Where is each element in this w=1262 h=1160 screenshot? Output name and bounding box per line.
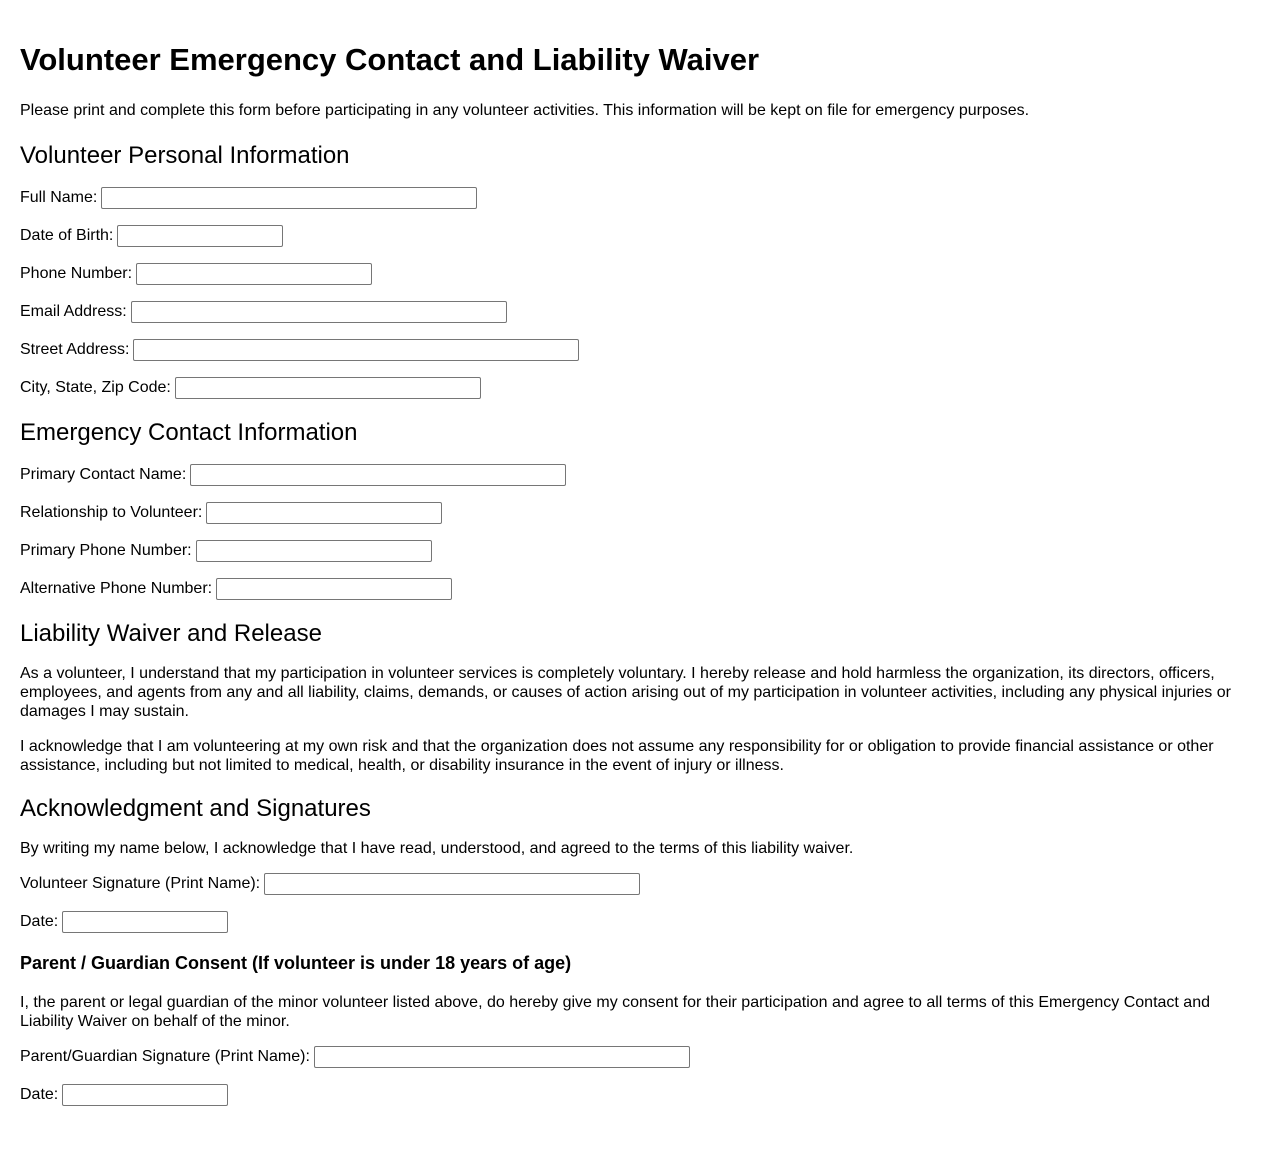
full-name-label: Full Name: <box>20 189 98 206</box>
guardian-heading: Parent / Guardian Consent (If volunteer is under 18 years of age) <box>20 953 572 973</box>
volunteer-date-label: Date: <box>20 913 59 930</box>
personal-info-heading: Volunteer Personal Information <box>20 142 350 169</box>
street-row <box>20 339 1242 361</box>
alt-phone-row <box>20 578 1242 600</box>
full-name-row <box>20 187 1242 209</box>
relationship-field[interactable] <box>206 502 442 524</box>
guardian-date-row <box>20 1084 1242 1106</box>
guardian-consent-text: I, the parent or legal guardian of the minor volunteer listed above, do hereby give my consent for their participation and agree to all terms of this Emergency Contact and Liability Waiver on behalf of the minor. <box>20 994 1210 1030</box>
acknowledgment-heading: Acknowledgment and Signatures <box>20 795 371 822</box>
dob-row <box>20 225 1242 247</box>
dob-field[interactable] <box>117 225 283 247</box>
primary-phone-row <box>20 540 1242 562</box>
email-field[interactable] <box>131 301 507 323</box>
dob-label: Date of Birth: <box>20 227 114 244</box>
primary-contact-row <box>20 464 1242 486</box>
city-label: City, State, Zip Code: <box>20 379 171 396</box>
volunteer-date-field[interactable] <box>62 911 228 933</box>
volunteer-signature-field[interactable] <box>264 873 640 895</box>
guardian-signature-field[interactable] <box>314 1046 690 1068</box>
street-field[interactable] <box>133 339 579 361</box>
full-name-field[interactable] <box>101 187 477 209</box>
city-state-zip-field[interactable] <box>175 377 481 399</box>
phone-field[interactable] <box>136 263 372 285</box>
relationship-row <box>20 502 1242 524</box>
page-title: Volunteer Emergency Contact and Liability Waiver <box>20 42 760 77</box>
volunteer-signature-row <box>20 873 1242 895</box>
volunteer-date-row <box>20 911 1242 933</box>
street-label: Street Address: <box>20 341 130 358</box>
email-row <box>20 301 1242 323</box>
phone-label: Phone Number: <box>20 265 133 282</box>
primary-phone-label: Primary Phone Number: <box>20 542 192 559</box>
primary-phone-field[interactable] <box>196 540 432 562</box>
alt-phone-label: Alternative Phone Number: <box>20 580 213 597</box>
waiver-paragraph-1: As a volunteer, I understand that my participation in volunteer services is completely voluntary. I hereby release and hold harmless the organization, its directors, officers, employees, and agents from any and all liability, claims, demands, or causes of action arising out of my participation in volunteer activities, including any physical injuries or damages I may sustain. <box>20 665 1231 720</box>
acknowledgment-text: By writing my name below, I acknowledge that I have read, understood, and agreed to the terms of this liability waiver. <box>20 840 854 857</box>
relationship-label: Relationship to Volunteer: <box>20 504 203 521</box>
city-row <box>20 377 1242 399</box>
guardian-date-label: Date: <box>20 1086 59 1103</box>
primary-contact-field[interactable] <box>190 464 566 486</box>
emergency-heading: Emergency Contact Information <box>20 419 358 446</box>
guardian-signature-row <box>20 1046 1242 1068</box>
waiver-paragraph-2: I acknowledge that I am volunteering at my own risk and that the organization does not assume any responsibility for or obligation to provide financial assistance or other assistance, including but not limited to medical, health, or disability insurance in the event of injury or illness. <box>20 738 1214 774</box>
alt-phone-field[interactable] <box>216 578 452 600</box>
guardian-date-field[interactable] <box>62 1084 228 1106</box>
intro-text: Please print and complete this form before participating in any volunteer activities. This information will be kept on file for emergency purposes. <box>20 102 1030 119</box>
waiver-heading: Liability Waiver and Release <box>20 620 322 647</box>
volunteer-signature-label: Volunteer Signature (Print Name): <box>20 875 261 892</box>
phone-row <box>20 263 1242 285</box>
email-label: Email Address: <box>20 303 127 320</box>
primary-contact-label: Primary Contact Name: <box>20 466 187 483</box>
guardian-signature-label: Parent/Guardian Signature (Print Name): <box>20 1048 310 1065</box>
